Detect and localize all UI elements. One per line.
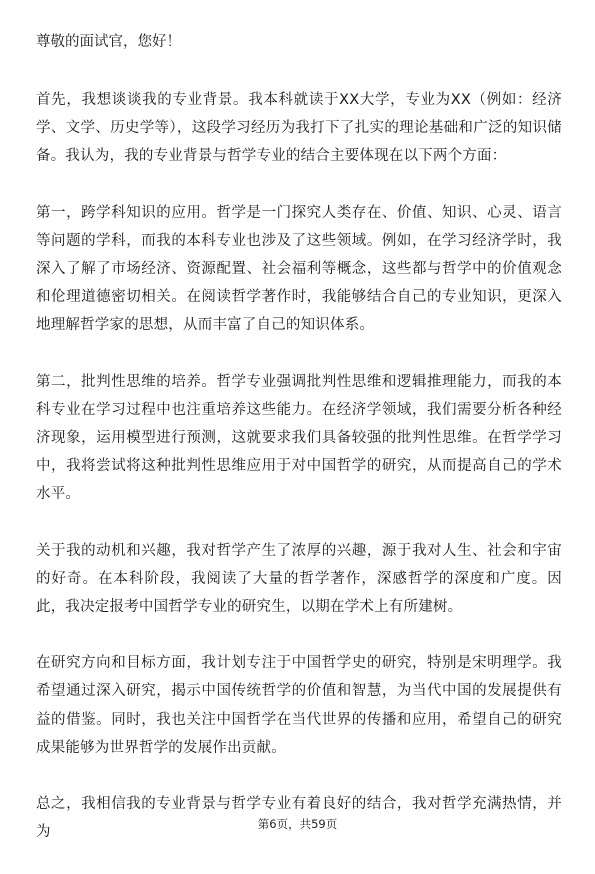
paragraph-conclusion: 总之，我相信我的专业背景与哲学专业有着良好的结合，我对哲学充满热情，并为	[36, 796, 562, 841]
page-number-footer: 第6页，共59页	[257, 817, 338, 831]
paragraph-background: 首先，我想谈谈我的专业背景。我本科就读于XX大学，专业为XX（例如：经济学、文学、历史学等），这段学习经历为我打下了扎实的理论基础和广泛的知识储备。我认为，我的专业背景与哲学专业的结合主要体现在以下两个方面：	[36, 92, 562, 165]
paragraph-interdisciplinary: 第一，跨学科知识的应用。哲学是一门探究人类存在、价值、知识、心灵、语言等问题的学科，而我的本科专业也涉及了这些领域。例如，在学习经济学时，我深入了解了市场经济、资源配置、社会福利等概念，这些都与哲学中的价值观念和伦理道德密切相关。在阅读哲学著作时，我能够结合自己的专业知识，更深入地理解哲学家的思想，从而丰富了自己的知识体系。	[36, 204, 562, 334]
paragraph-motivation: 关于我的动机和兴趣，我对哲学产生了浓厚的兴趣，源于我对人生、社会和宇宙的好奇。在本科阶段，我阅读了大量的哲学著作，深感哲学的深度和广度。因此，我决定报考中国哲学专业的研究生，以期在学术上有所建树。	[36, 542, 562, 616]
paragraph-critical-thinking: 第二，批判性思维的培养。哲学专业强调批判性思维和逻辑推理能力，而我的本科专业在学习过程中也注重培养这些能力。在经济学领域，我们需要分析各种经济现象，运用模型进行预测，这就要求我们具备较强的批判性思维。在哲学学习中，我将尝试将这种批判性思维应用于对中国哲学的研究，从而提高自己的学术水平。	[36, 373, 562, 503]
document-body	[36, 28, 562, 874]
greeting-line: 尊敬的面试官，您好！	[36, 34, 181, 50]
paragraph-research-direction: 在研究方向和目标方面，我计划专注于中国哲学史的研究，特别是宋明理学。我希望通过深入研究，揭示中国传统哲学的价值和智慧，为当代中国的发展提供有益的借鉴。同时，我也关注中国哲学在当代世界的传播和应用，希望自己的研究成果能够为世界哲学的发展作出贡献。	[36, 655, 562, 756]
